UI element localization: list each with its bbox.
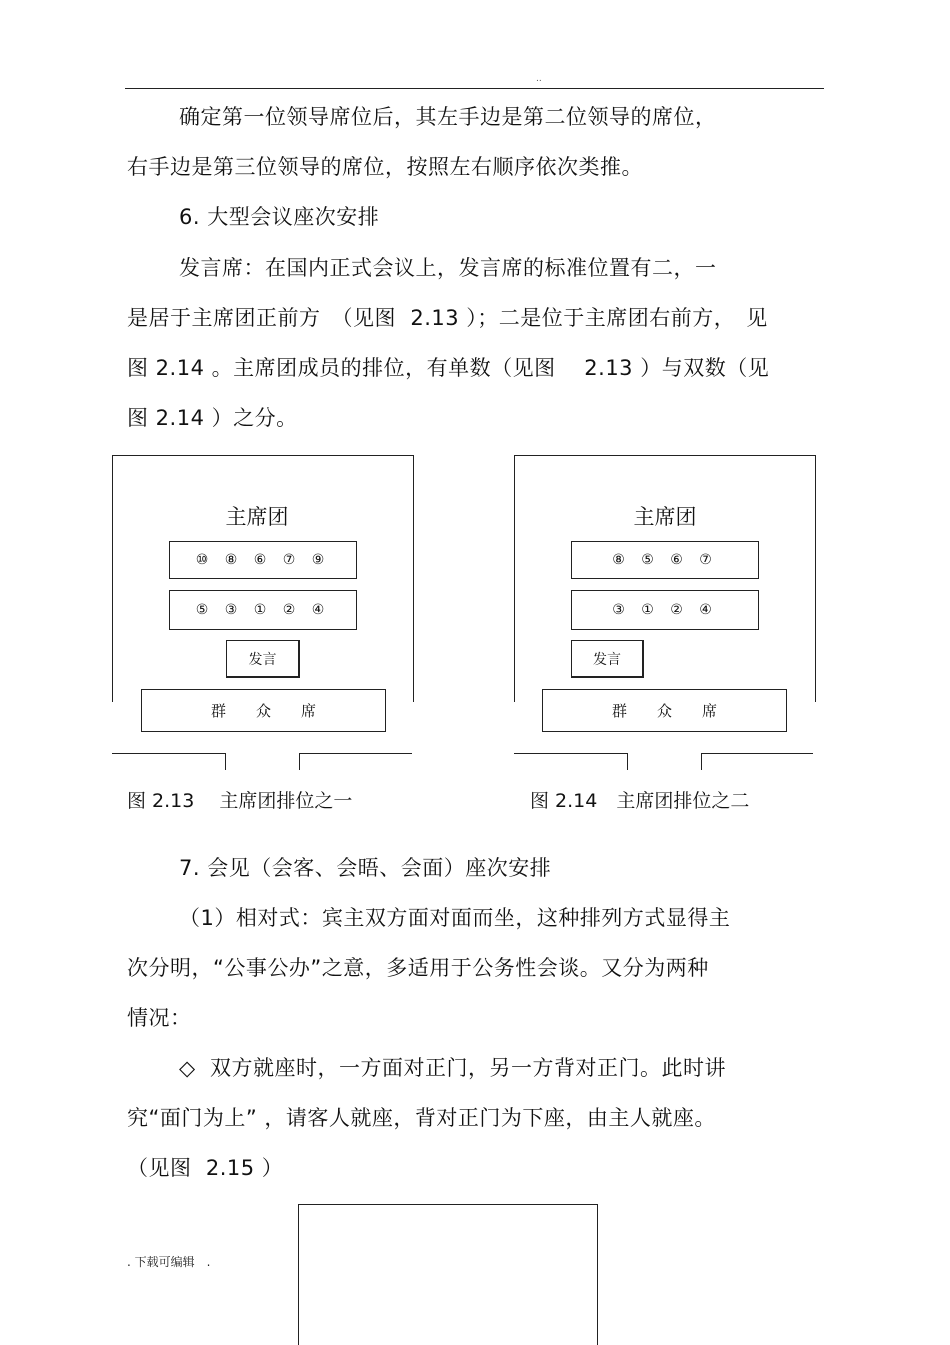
seat-row-front: ③ ① ② ④	[571, 590, 759, 630]
seat-row-front: ⑤ ③ ① ② ④	[169, 590, 357, 630]
body-line: 图 2.14 。主席团成员的排位，有单数（见图 2.13 ）与双数（见	[127, 356, 770, 380]
audience-seats: 群众席	[542, 689, 787, 732]
seat-row-back: ⑩ ⑧ ⑥ ⑦ ⑨	[169, 541, 357, 579]
body-line: 是居于主席团正前方 （见图 2.13 ）；二是位于主席团右前方， 见	[127, 306, 768, 330]
wall-segment-right	[701, 753, 813, 770]
audience-seats: 群众席	[141, 689, 386, 732]
wall-segment-right	[299, 753, 412, 770]
body-line: 次分明，“公事公办”之意，多适用于公务性会谈。又分为两种	[127, 956, 709, 980]
body-line: 确定第一位领导席位后，其左手边是第二位领导的席位，	[179, 105, 717, 129]
presidium-title: 主席团	[225, 505, 289, 529]
section-heading: 7. 会见（会客、会晤、会面）座次安排	[179, 856, 552, 880]
section-heading: 6. 大型会议座次安排	[179, 205, 380, 229]
body-line: 图 2.14 ）之分。	[127, 406, 298, 430]
header-mark: ..	[536, 74, 542, 84]
figure-caption: 图 2.14 主席团排位之二	[530, 790, 750, 812]
header-rule	[125, 88, 824, 89]
figure-caption: 图 2.13 主席团排位之一	[127, 790, 353, 812]
presidium-title: 主席团	[633, 505, 697, 529]
footer-note: . 下载可编辑 .	[127, 1255, 211, 1269]
body-line: （1）相对式：宾主双方面对面而坐，这种排列方式显得主	[179, 906, 731, 930]
wall-segment-left	[514, 753, 628, 770]
wall-segment-left	[112, 753, 226, 770]
body-line: 发言席：在国内正式会议上，发言席的标准位置有二，一	[179, 256, 717, 280]
body-line: 情况：	[127, 1006, 192, 1030]
figure-2-15-frame	[298, 1204, 598, 1345]
speaker-podium: 发言	[226, 640, 300, 678]
body-line: 右手边是第三位领导的席位，按照左右顺序依次类推。	[127, 155, 643, 179]
body-line: ◇ 双方就座时，一方面对正门，另一方背对正门。此时讲	[179, 1056, 726, 1080]
speaker-podium: 发言	[571, 640, 644, 678]
body-line: （见图 2.15 ）	[127, 1156, 284, 1180]
body-line: 究“面门为上” ，请客人就座，背对正门为下座，由主人就座。	[127, 1106, 716, 1130]
seat-row-back: ⑧ ⑤ ⑥ ⑦	[571, 541, 759, 579]
